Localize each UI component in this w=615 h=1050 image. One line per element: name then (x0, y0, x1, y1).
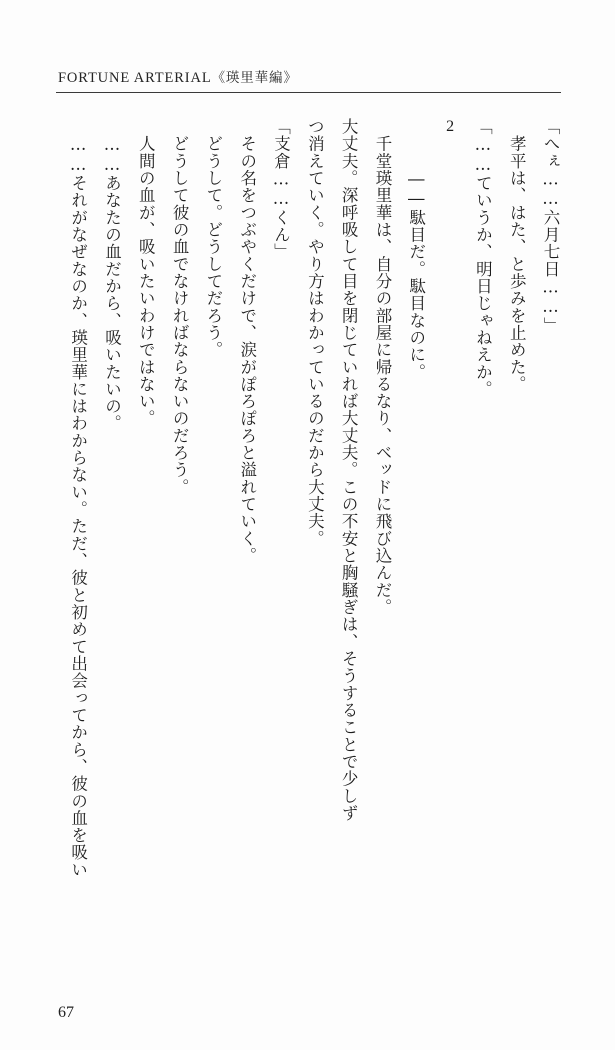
paragraph-line: その名をつぶやくだけで、涙がぽろぽろと溢れていく。 (237, 118, 257, 565)
section-number: 2 (441, 118, 459, 136)
running-head-title: FORTUNE ARTERIAL (58, 70, 212, 86)
paragraph-line: 孝平は、はた、と歩みを止めた。 (507, 118, 527, 393)
paragraph-line: 人間の血が、吸いたいわけではない。 (136, 118, 156, 427)
paragraph-line: 「へぇ……六月七日……」 (541, 118, 560, 334)
paragraph-line: ――駄目だ。駄目なのに。 (406, 118, 426, 381)
running-head (58, 66, 298, 87)
header-divider (56, 92, 561, 93)
paragraph-line: ……それがなぜなのか、瑛里華にはわからない。ただ、彼と初めて出会ってから、彼の血を吸い (68, 118, 88, 879)
paragraph-line: どうして。どうしてだろう。 (203, 118, 223, 359)
vertical-body-text (61, 118, 567, 948)
paragraph-line: 「支倉……くん」 (271, 118, 291, 261)
paragraph-line: 「……ていうか、明日じゃねえか。 (473, 118, 493, 398)
paragraph-line: つ消えていく。やり方はわかっているのだから大丈夫。 (305, 118, 325, 547)
running-head-subtitle: 《瑛里華編》 (211, 70, 298, 86)
paragraph-line: 千堂瑛里華は、自分の部屋に帰るなり、ベッドに飛び込んだ。 (372, 118, 392, 616)
page-number: 67 (58, 1004, 74, 1021)
paragraph-line: どうして彼の血でなければならないのだろう。 (170, 118, 190, 496)
paragraph-line: ……あなたの血だから、吸いたいの。 (102, 118, 122, 432)
paragraph-line: 大丈夫。深呼吸して目を閉じていれば大丈夫。この不安と胸騒ぎは、そうすることで少しず (339, 118, 359, 822)
